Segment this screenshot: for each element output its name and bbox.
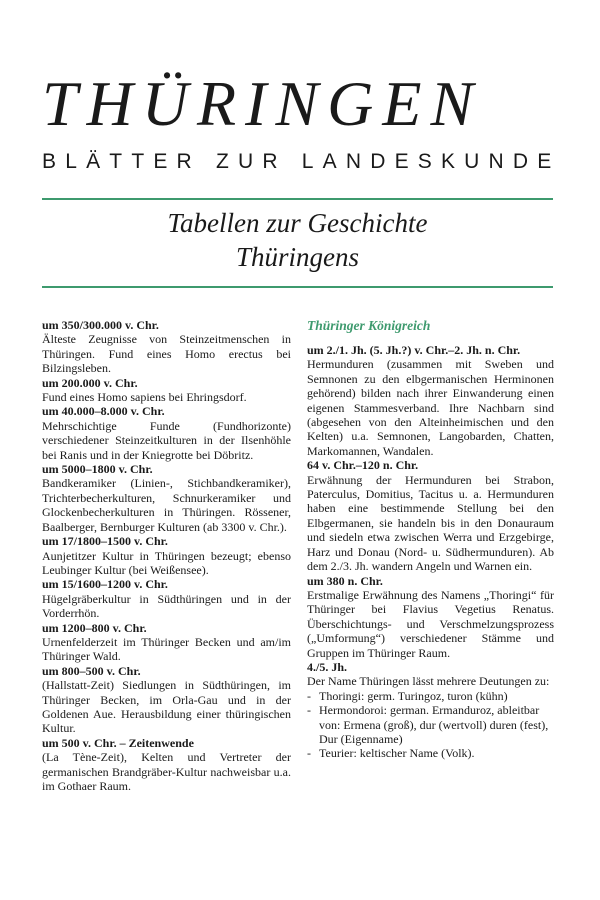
entry-text: Erwähnung der Hermunduren bei Strabon, Paterculus, Domitius, Tacitus u. a. Hermunduren haben eine bestimmende Stellung bei den Elbgermanen, sie handeln bis in den Donauraum und siedeln etwa zwischen Werra und Erzgebirge, Harz und Donau (Nord- u. Südhermunduren). Ab dem 2./3. Jh. wandern Angeln und Warnen ein. — [307, 472, 554, 574]
entry-text: Fund eines Homo sapiens bei Ehringsdorf. — [42, 390, 247, 405]
entry-text: Hermunduren (zusammen mit Sweben und Semnonen zu den elbgermanischen Herminonen gehörend) bilden nach ihrer Einwanderung einen eigenen Stammesverband. Ihre Nachbarn sind (abgesehen von den Alteinheimischen und den Kelten) u.a. Semnonen, Langobarden, Chatten, Markomannen, Wandalen. — [307, 357, 554, 458]
timeline-entry — [42, 534, 291, 577]
timeline-entry — [307, 574, 554, 660]
entry-text: Älteste Zeugnisse von Steinzeitmenschen in Thüringen. Fund eines Homo erectus bei Bilzingsleben. — [42, 332, 291, 376]
divider-bottom — [42, 286, 553, 288]
entry-date: um 5000–1800 v. Chr. — [42, 462, 153, 477]
entry-date: um 2./1. Jh. (5. Jh.?) v. Chr.–2. Jh. n. Chr. — [307, 343, 521, 357]
masthead-title: THÜRINGEN — [42, 68, 483, 139]
document-title-line-1: Tabellen zur Geschichte — [167, 208, 428, 238]
entry-date: um 500 v. Chr. – Zeitenwende — [42, 735, 194, 750]
entry-date: 4./5. Jh. — [307, 659, 348, 674]
entry-text: Hügelgräberkultur in Südthüringen und in der Vorderrhön. — [42, 591, 291, 621]
entry-date: um 40.000–8.000 v. Chr. — [42, 404, 165, 419]
entry-text: (La Tène-Zeit), Kelten und Vertreter der germanischen Brandgräber-Kultur nachweisbar u.a. im Gothaer Raum. — [42, 750, 291, 793]
timeline-entry — [42, 736, 291, 794]
entry-text: Mehrschichtige Funde (Fundhorizonte) verschiedener Steinzeitkulturen in der Ilsenhöhle bei Ranis und in der Kniegrotte bei Döbritz. — [42, 418, 291, 462]
list-item: - Teurier: keltischer Name (Volk). — [307, 746, 554, 760]
entry-text: (Hallstatt-Zeit) Siedlungen in Südthüringen, im Thüringer Becken, im Orla-Gau und in der Goldenen Aue. Herausbildung einer thüringischen Kultur. — [42, 678, 291, 736]
timeline-entry — [307, 660, 554, 689]
entry-date: 64 v. Chr.–120 n. Chr. — [307, 458, 419, 473]
entry-date: um 15/1600–1200 v. Chr. — [42, 577, 168, 592]
timeline-entry — [42, 462, 291, 534]
timeline-entry — [307, 343, 554, 458]
timeline-entry — [42, 318, 291, 376]
timeline-entry — [42, 376, 291, 405]
timeline-entry — [42, 577, 291, 620]
name-interpretation-list — [307, 689, 554, 761]
entry-date: um 350/300.000 v. Chr. — [42, 318, 159, 332]
timeline-entry — [307, 458, 554, 573]
divider-top — [42, 198, 553, 200]
timeline-entry — [42, 621, 291, 664]
right-column — [307, 318, 554, 761]
timeline-entry — [42, 404, 291, 462]
entry-text: Erstmalige Erwähnung des Namens „Thoringi“ für Thüringer bei Flavius Vegetius Renatus. Überschichtungs- und Verschmelzungsprozess („Umformung“) verschiedener Stämme und Gruppen im Thüringer Raum. — [307, 587, 554, 660]
entry-text: Urnenfelderzeit im Thüringer Becken und am/im Thüringer Wald. — [42, 634, 291, 664]
entry-date: um 200.000 v. Chr. — [42, 375, 138, 390]
left-column — [42, 318, 291, 793]
entry-text: Bandkeramiker (Linien-, Stichbandkeramiker), Trichterbecherkulturen, Schnurkeramiker und Glockenbecherkulturen in Thüringen. Rössener, Baalberger, Bernburger Kulturen (ab 3300 v. Chr.). — [42, 476, 291, 534]
timeline-entry — [42, 664, 291, 736]
entry-text: Aunjetitzer Kultur in Thüringen bezeugt; ebenso Leubinger Kultur (bei Weißensee). — [42, 548, 291, 577]
entry-date: um 380 n. Chr. — [307, 573, 383, 588]
masthead-subtitle: BLÄTTER ZUR LANDESKUNDE — [42, 150, 561, 173]
entry-text: Der Name Thüringen lässt mehrere Deutungen zu: — [307, 674, 550, 689]
document-title — [42, 206, 553, 274]
list-item: - Thoringi: germ. Turingoz, turon (kühn) — [307, 689, 554, 703]
list-item: - Hermondoroi: german. Ermanduroz, ableitbar von: Ermena (groß), dur (wertvoll) duren (fest), Dur (Eigenname) — [307, 703, 554, 746]
entry-date: um 800–500 v. Chr. — [42, 663, 141, 678]
section-heading: Thüringer Königreich — [307, 318, 431, 333]
entry-date: um 1200–800 v. Chr. — [42, 620, 147, 635]
document-title-line-2: Thüringens — [235, 242, 360, 272]
entry-date: um 17/1800–1500 v. Chr. — [42, 534, 168, 549]
